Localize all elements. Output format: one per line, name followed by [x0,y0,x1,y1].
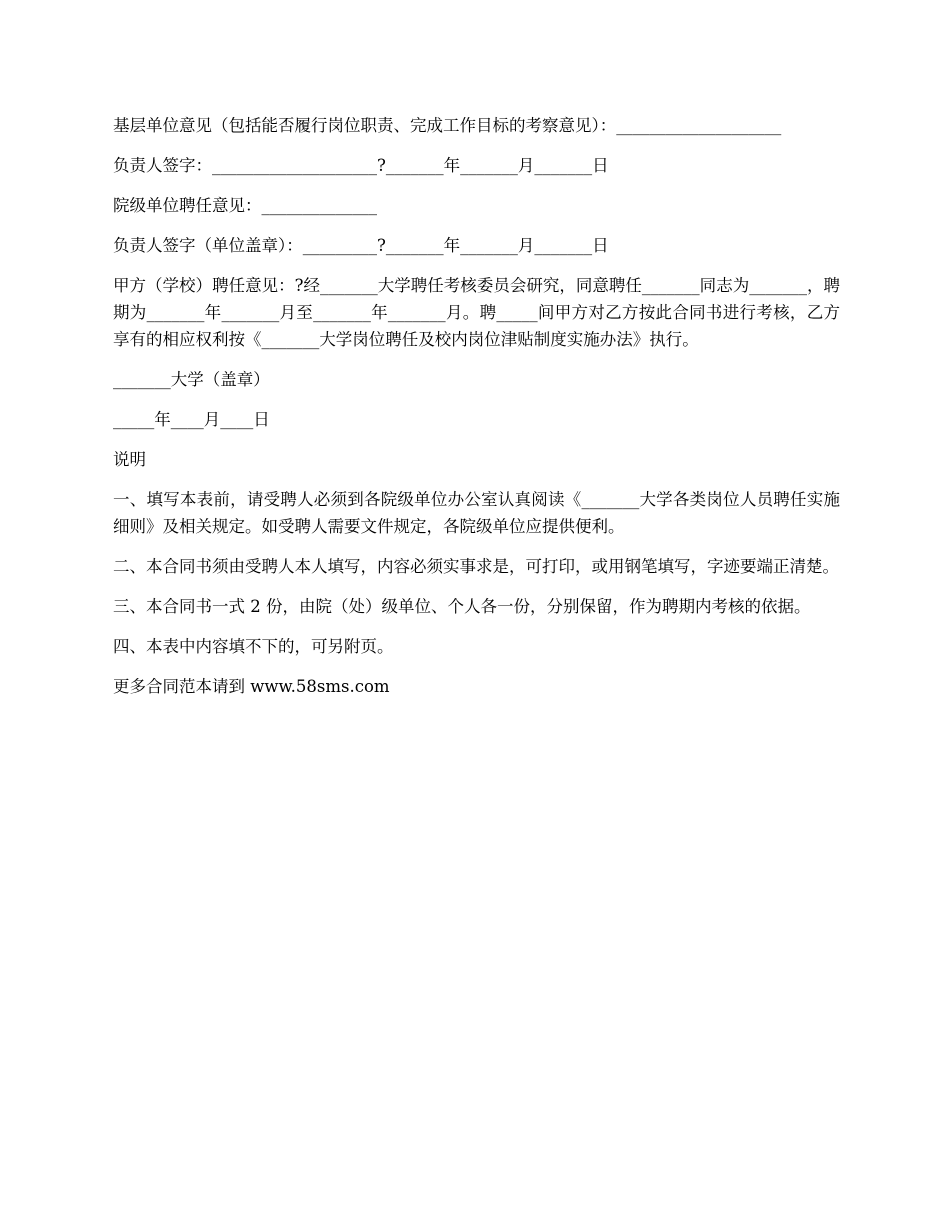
grassroots-unit-opinion: 基层单位意见（包括能否履行岗位职责、完成工作目标的考察意见）：____________________ [113,116,782,135]
responsible-person-signature-seal: 负责人签字（单位盖章）：_________?_______年_______月_______日 [113,236,609,255]
date-line: _____年____月____日 [113,410,270,429]
college-appointment-opinion: 院级单位聘任意见：______________ [113,196,377,215]
university-seal-line: _______大学（盖章） [113,370,270,389]
note-item-2: 二、本合同书须由受聘人本人填写，内容必须实事求是，可打印，或用钢笔填写，字迹要端正清楚。 [113,557,839,576]
document-body [113,112,840,700]
note-item-1: 一、填写本表前，请受聘人必须到各院级单位办公室认真阅读《_______大学各类岗位人员聘任实施细则》及相关规定。如受聘人需要文件规定，各院级单位应提供便利。 [113,490,840,536]
responsible-person-signature: 负责人签字：____________________?_______年_______月_______日 [113,156,609,175]
note-item-4: 四、本表中内容填不下的，可另附页。 [113,637,394,656]
note-item-3: 三、本合同书一式 2 份，由院（处）级单位、个人各一份，分别保留，作为聘期内考核的依据。 [113,597,811,616]
more-templates-link-text: 更多合同范本请到 www.58sms.com [113,677,390,696]
party-a-appointment-opinion: 甲方（学校）聘任意见：?经_______大学聘任考核委员会研究，同意聘任_______同志为_______，聘期为_______年_______月至_______年_______月。聘_____间甲方对乙方按此合同书进行考核，乙方享有的相应权利按《_______大学岗位聘任及校内岗位津贴制度实施办法》执行。 [113,276,840,349]
notes-heading: 说明 [113,450,146,469]
